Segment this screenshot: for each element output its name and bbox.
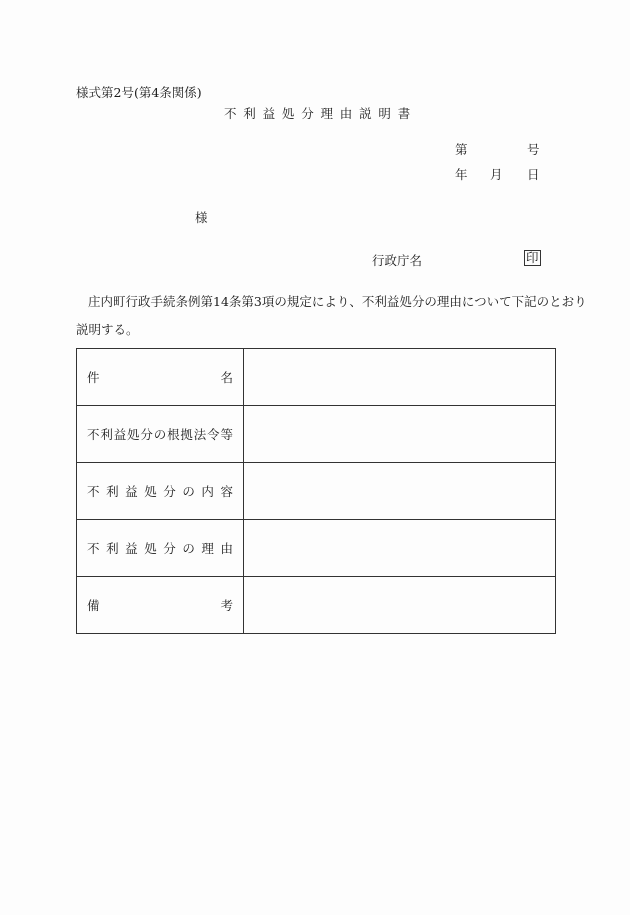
label-char: の: [182, 484, 195, 499]
label-char: 利: [106, 484, 119, 499]
label-char: 処: [144, 484, 157, 499]
document-title: 不利益処分理由説明書: [224, 106, 418, 121]
row-label: [77, 596, 243, 614]
label-char: 考: [220, 598, 233, 613]
label-char: 分: [163, 541, 176, 556]
table-row: [77, 520, 556, 577]
row-label-cell: [77, 463, 244, 520]
label-char: の: [182, 541, 195, 556]
label-char: 名: [220, 370, 233, 385]
doc-number-suffix: 号: [527, 142, 540, 157]
label-char: 益: [125, 484, 138, 499]
label-char: 備: [87, 598, 100, 613]
row-label: [77, 425, 243, 443]
date-year-label: 年: [455, 167, 468, 182]
body-text-line-1: 庄内町行政手続条例第14条第3項の規定により、不利益処分の理由について下記のとおり: [88, 294, 587, 309]
row-label-cell: [77, 349, 244, 406]
form-number: 様式第2号(第4条関係): [76, 85, 202, 100]
row-value-cell[interactable]: [244, 463, 556, 520]
label-char: 法: [193, 427, 207, 442]
label-char: の: [153, 427, 167, 442]
label-char: 益: [113, 427, 127, 442]
row-label-cell: [77, 520, 244, 577]
label-char: 処: [144, 541, 157, 556]
body-text-line-2: 説明する。: [76, 322, 139, 337]
row-label-cell: [77, 577, 244, 634]
label-char: 分: [163, 484, 176, 499]
date-day-label: 日: [527, 167, 540, 182]
label-char: 分: [140, 427, 153, 442]
label-char: 不: [87, 484, 100, 499]
table-row: [77, 406, 556, 463]
row-label-cell: [77, 406, 244, 463]
detail-table: [76, 348, 556, 634]
doc-number-prefix: 第: [455, 142, 468, 157]
table-row: [77, 349, 556, 406]
label-char: 不: [87, 427, 100, 442]
row-label: [77, 482, 243, 500]
recipient-honorific: 様: [195, 210, 208, 225]
label-char: 益: [125, 541, 138, 556]
table-row: [77, 463, 556, 520]
label-char: 由: [220, 541, 233, 556]
date-month-label: 月: [490, 167, 503, 182]
label-char: 利: [106, 541, 119, 556]
row-value-cell[interactable]: [244, 520, 556, 577]
label-char: 令: [207, 427, 220, 442]
label-char: 内: [201, 484, 214, 499]
label-char: 不: [87, 541, 100, 556]
agency-name-label: 行政庁名: [372, 253, 423, 268]
label-char: 件: [87, 370, 100, 385]
label-char: 容: [220, 484, 233, 499]
label-char: 拠: [180, 427, 193, 442]
label-char: 等: [220, 427, 233, 442]
seal-stamp-icon: 印: [526, 250, 539, 265]
label-char: 処: [127, 427, 140, 442]
label-char: 理: [201, 541, 214, 556]
table-row: [77, 577, 556, 634]
row-label: [77, 368, 243, 386]
label-char: 利: [100, 427, 113, 442]
label-char: 根: [167, 427, 180, 442]
row-value-cell[interactable]: [244, 349, 556, 406]
row-value-cell[interactable]: [244, 406, 556, 463]
row-value-cell[interactable]: [244, 577, 556, 634]
row-label: [77, 539, 243, 557]
